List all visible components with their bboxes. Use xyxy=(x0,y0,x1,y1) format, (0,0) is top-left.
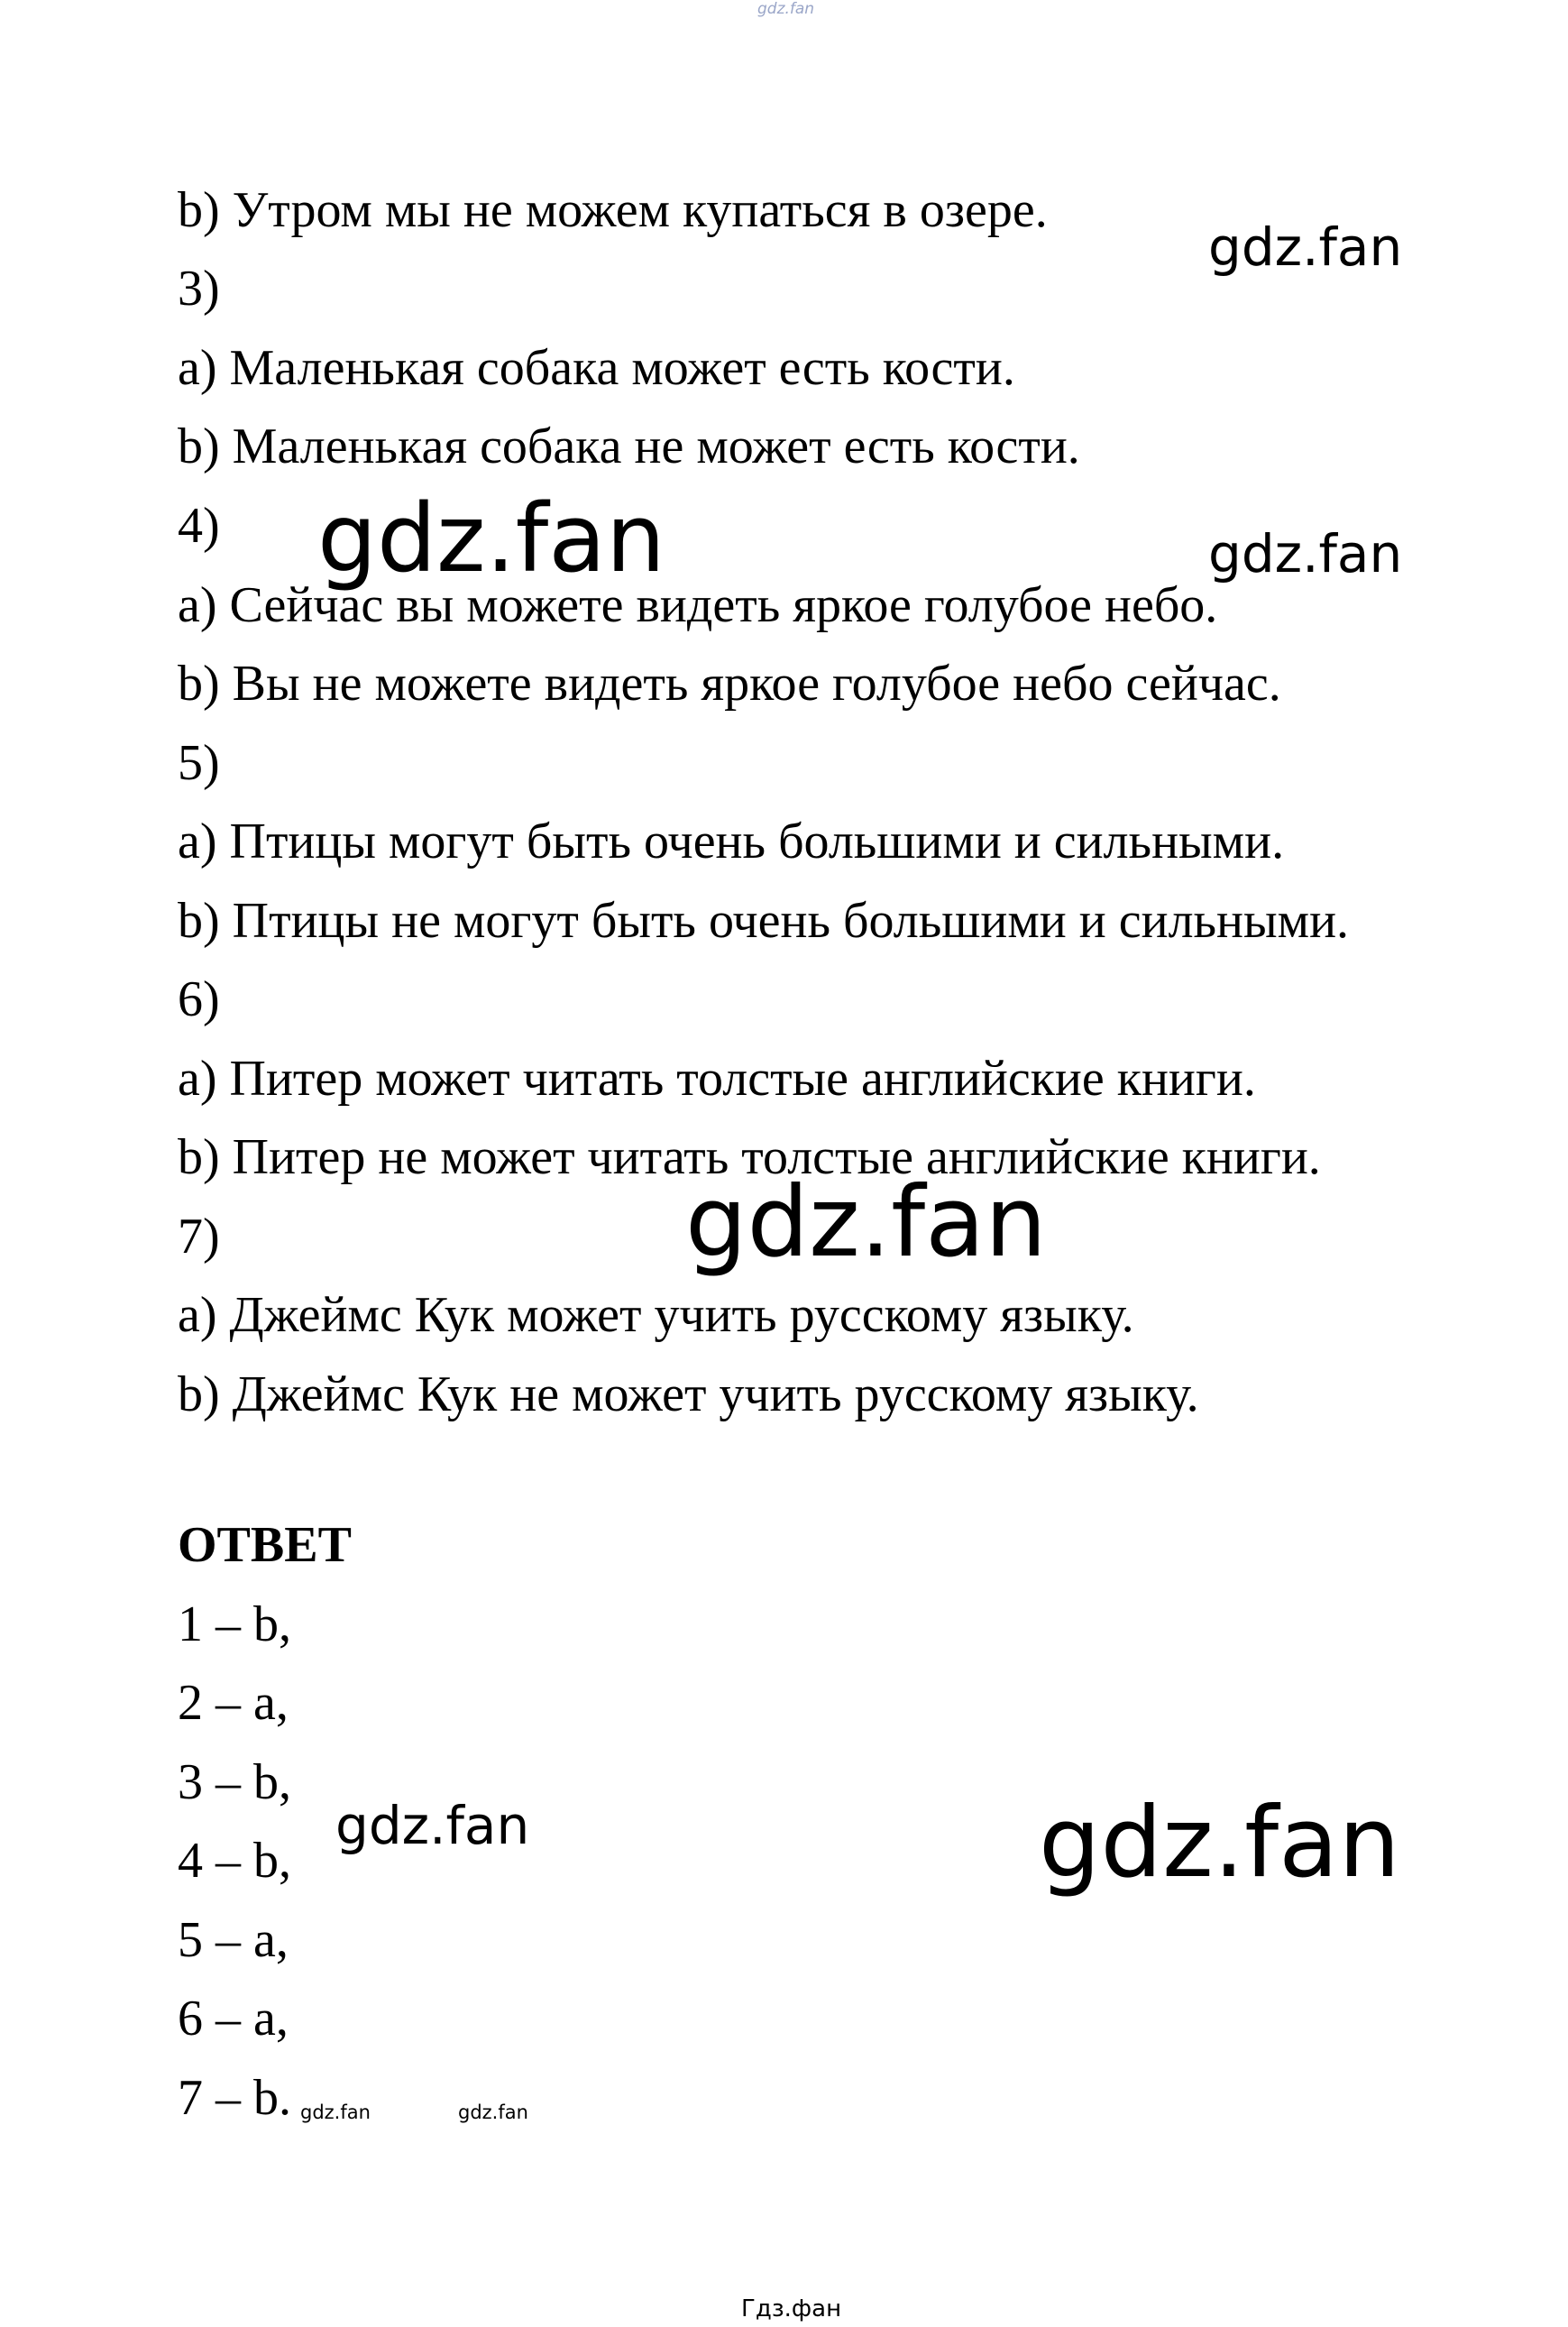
text-line: b) Утром мы не можем купаться в озере. xyxy=(178,182,1048,238)
text-line: 7) xyxy=(178,1209,220,1265)
watermark: gdz.fan xyxy=(317,483,665,593)
watermark: gdz.fan xyxy=(1208,523,1403,584)
watermark: gdz.fan xyxy=(458,2102,528,2123)
answer-item: 7 – b. xyxy=(178,2070,291,2126)
text-line: b) Питер не может читать толстые английские книги. xyxy=(178,1129,1321,1185)
top-watermark: gdz.fan xyxy=(757,0,815,18)
text-line: a) Джеймс Кук может учить русскому языку. xyxy=(178,1287,1134,1343)
text-line: 6) xyxy=(178,971,220,1027)
text-line: a) Питер может читать толстые английские книги. xyxy=(178,1051,1256,1107)
text-line: a) Птицы могут быть очень большими и сильными. xyxy=(178,814,1285,869)
text-line: b) Вы не можете видеть яркое голубое небо сейчас. xyxy=(178,656,1281,712)
answer-heading: ОТВЕТ xyxy=(178,1517,352,1573)
text-line: 4) xyxy=(178,498,220,554)
answer-item: 4 – b, xyxy=(178,1833,291,1889)
watermark: gdz.fan xyxy=(335,1795,530,1856)
text-line: 5) xyxy=(178,735,220,791)
watermark: gdz.fan xyxy=(1039,1787,1400,1899)
text-line: a) Сейчас вы можете видеть яркое голубое небо. xyxy=(178,577,1218,633)
text-line: 3) xyxy=(178,261,220,317)
text-line: b) Птицы не могут быть очень большими и сильными. xyxy=(178,893,1350,949)
answer-item: 2 – a, xyxy=(178,1675,289,1731)
watermark: gdz.fan xyxy=(1208,216,1403,278)
answer-item: 1 – b, xyxy=(178,1596,291,1652)
answer-item: 3 – b, xyxy=(178,1754,291,1810)
text-line: b) Джеймс Кук не может учить русскому языку. xyxy=(178,1366,1199,1422)
answer-item: 5 – a, xyxy=(178,1912,289,1968)
text-line: a) Маленькая собака может есть кости. xyxy=(178,340,1015,396)
footer-mark: Гдз.фан xyxy=(741,2295,842,2322)
watermark: gdz.fan xyxy=(300,2102,371,2123)
watermark: gdz.fan xyxy=(685,1166,1047,1279)
text-line: b) Маленькая собака не может есть кости. xyxy=(178,418,1080,474)
answer-item: 6 – a, xyxy=(178,1991,289,2046)
